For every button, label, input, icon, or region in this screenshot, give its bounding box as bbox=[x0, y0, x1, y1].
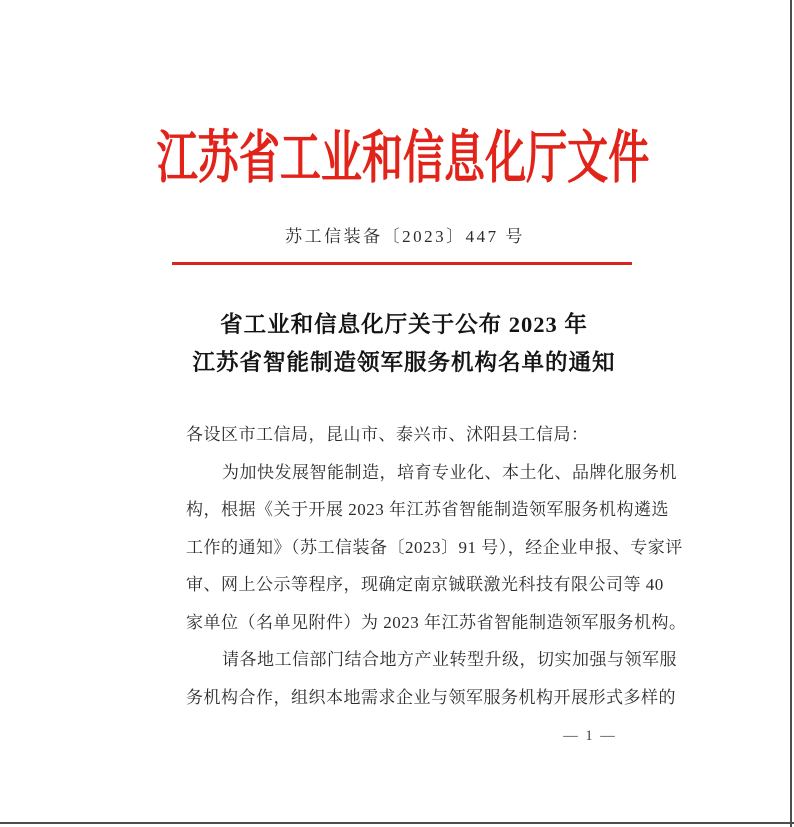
body-line-salutation: 各设区市工信局，昆山市、泰兴市、沭阳县工信局： bbox=[186, 425, 589, 444]
body-line: 构，根据《关于开展 2023 年江苏省智能制造领军服务机构遴选 bbox=[186, 500, 669, 519]
body-line: 家单位（名单见附件）为 2023 年江苏省智能制造领军服务机构。 bbox=[186, 612, 687, 632]
page-number: — 1 — bbox=[563, 728, 617, 744]
scan-edge-right bbox=[790, 0, 792, 827]
document-title-line-1: 省工业和信息化厅关于公布 2023 年 bbox=[220, 312, 588, 337]
document-header-title: 江苏省工业和信息化厅文件 bbox=[156, 127, 650, 190]
red-divider-line bbox=[172, 262, 632, 265]
body-line: 工作的通知》（苏工信装备〔2023〕91 号），经企业申报、专家评 bbox=[186, 537, 683, 557]
document-number: 苏工信装备〔2023〕447 号 bbox=[285, 227, 525, 246]
body-line: 请各地工信部门结合地方产业转型升级，切实加强与领军服 bbox=[222, 650, 677, 669]
scan-edge-bottom bbox=[0, 822, 794, 824]
document-title bbox=[14, 306, 794, 382]
document-title-line-2: 江苏省智能制造领军服务机构名单的通知 bbox=[192, 350, 616, 375]
body-line: 务机构合作，组织本地需求企业与领军服务机构开展形式多样的 bbox=[186, 687, 676, 707]
body-line: 审、网上公示等程序，现确定南京铖联激光科技有限公司等 40 bbox=[186, 575, 664, 594]
body-line: 为加快发展智能制造，培育专业化、本土化、品牌化服务机 bbox=[222, 462, 677, 482]
document-body bbox=[186, 416, 687, 716]
